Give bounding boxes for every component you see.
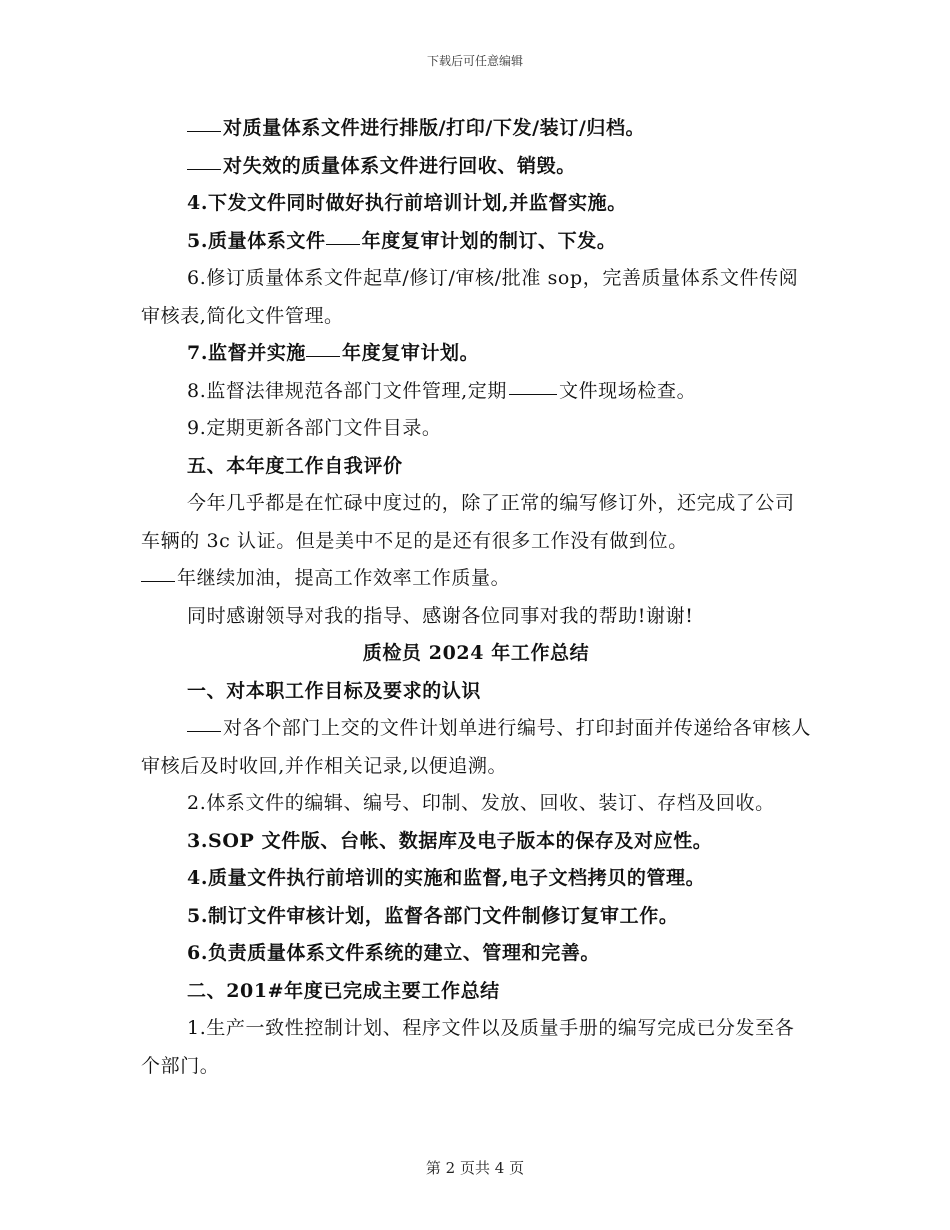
blank-line <box>509 393 557 395</box>
paragraph: 7.监督并实施 年度复审计划。 <box>187 342 480 364</box>
paragraph: 5.质量体系文件 年度复审计划的制订、下发。 <box>187 229 617 252</box>
paragraph: 年继续加油，提高工作效率工作质量。 <box>141 560 811 598</box>
paragraph: 4.下发文件同时做好执行前培训计划,并监督实施。 <box>187 192 627 214</box>
paragraph: 对质量体系文件进行排版/打印/下发/装订/归档。 <box>141 110 811 148</box>
paragraph: 对失效的质量体系文件进行回收、销毁。 <box>141 148 811 186</box>
blank-line <box>187 168 221 170</box>
document-title: 质检员 2024 年工作总结 <box>362 642 590 664</box>
section-heading: 一、对本职工作目标及要求的认识 <box>187 679 482 702</box>
page-footer: 第 2 页共 4 页 <box>425 1159 525 1177</box>
paragraph: 4.质量文件执行前培训的实施和监督,电子文档拷贝的管理。 <box>187 867 706 889</box>
document-body <box>141 110 811 1085</box>
paragraph: 5.制订文件审核计划，监督各部门文件制修订复审工作。 <box>187 904 679 927</box>
blank-line <box>187 130 221 132</box>
paragraph: 同时感谢领导对我的指导、感谢各位同事对我的帮助!谢谢! <box>187 604 694 627</box>
section-heading: 五、本年度工作自我评价 <box>187 454 403 477</box>
blank-line <box>141 580 175 582</box>
paragraph: 对各个部门上交的文件计划单进行编号、打印封面并传递给各审核人审核后及时收回,并作相关记录,以便追溯。 <box>141 717 812 777</box>
blank-line <box>306 355 340 357</box>
paragraph: 今年几乎都是在忙碌中度过的，除了正常的编写修订外，还完成了公司车辆的 3c 认证。但是美中不足的是还有很多工作没有做到位。 <box>141 492 795 552</box>
paragraph: 3.SOP 文件版、台帐、数据库及电子版本的保存及对应性。 <box>187 829 713 852</box>
paragraph: 8.监督法律规范各部门文件管理,定期 文件现场检查。 <box>187 379 697 402</box>
paragraph: 9.定期更新各部门文件目录。 <box>187 417 442 439</box>
paragraph: 1.生产一致性控制计划、程序文件以及质量手册的编写完成已分发至各个部门。 <box>141 1017 795 1077</box>
blank-line <box>187 730 221 732</box>
page-header: 下载后可任意编辑 <box>426 54 523 68</box>
paragraph: 6.修订质量体系文件起草/修订/审核/批准 sop，完善质量体系文件传阅审核表,简化文件管理。 <box>141 267 799 327</box>
section-heading: 二、201#年度已完成主要工作总结 <box>187 979 500 1002</box>
paragraph: 6.负责质量体系文件系统的建立、管理和完善。 <box>187 942 601 964</box>
blank-line <box>326 243 360 245</box>
paragraph: 2.体系文件的编辑、编号、印制、发放、回收、装订、存档及回收。 <box>187 792 775 814</box>
